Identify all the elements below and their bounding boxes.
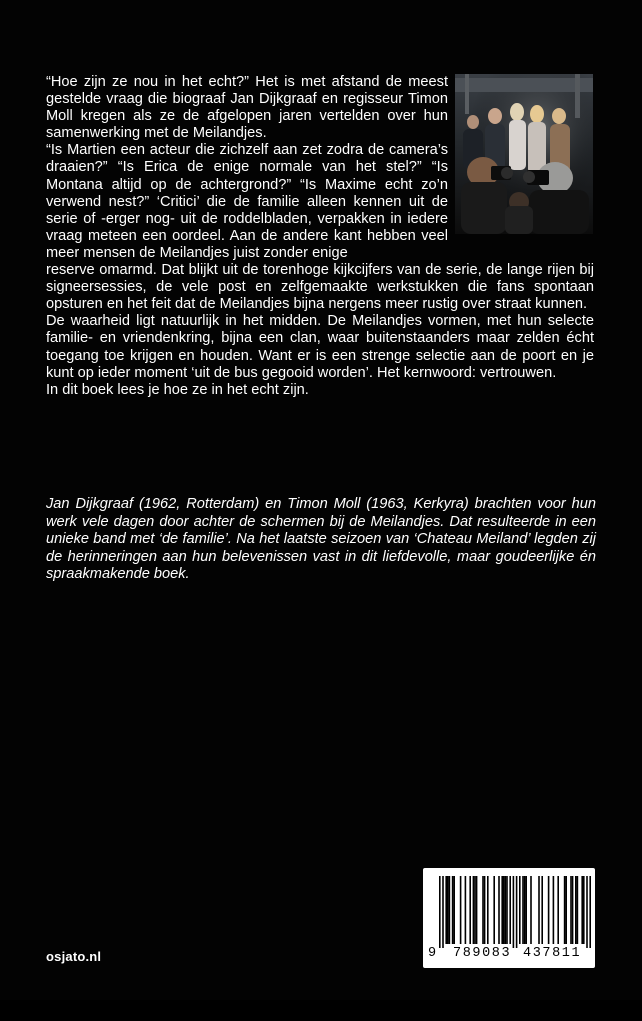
barcode-bar: [570, 876, 572, 944]
barcode-bar: [506, 876, 508, 944]
barcode-bar: [498, 876, 500, 944]
barcode-bar: [524, 876, 526, 944]
barcode-bar: [583, 876, 585, 944]
barcode-bar: [460, 876, 462, 944]
barcode-bar: [509, 876, 511, 944]
description-paragraph-2-continued: reserve omarmd. Dat blijkt uit de torenhoge kijkcijfers van de serie, de lange rijen bij signeersessies, de vele post en zelfgemaakte werkstukken die fans spontaan opsturen en het feit dat de Meilandjes bijna nergens meer rustig over straat kunnen.: [46, 262, 594, 313]
barcode-bar: [525, 876, 527, 944]
isbn-digits: [423, 946, 595, 964]
barcode-bars: [423, 868, 595, 948]
barcode-bar: [465, 876, 467, 944]
barcode-bar: [538, 876, 540, 944]
barcode-bar: [522, 876, 524, 944]
barcode-bar: [589, 876, 591, 948]
barcode-bar: [516, 876, 518, 948]
barcode-bar: [541, 876, 543, 944]
barcode-bar: [565, 876, 567, 944]
barcode-bar: [503, 876, 505, 944]
barcode-bar: [484, 876, 486, 944]
barcode-bar: [581, 876, 583, 944]
barcode-bar: [482, 876, 484, 944]
barcode-bar: [575, 876, 577, 944]
barcode-bar: [548, 876, 550, 944]
barcode-bar: [564, 876, 566, 944]
publisher-website: osjato.nl: [46, 949, 102, 964]
isbn-barcode: [423, 868, 595, 968]
barcode-bar: [453, 876, 455, 944]
barcode-bar: [473, 876, 475, 944]
barcode-bar: [474, 876, 476, 944]
description-paragraph-1: “Hoe zijn ze nou in het echt?” Het is met afstand de meest gestelde vraag die biograaf Jan Dijkgraaf en regisseur Timon Moll kregen als ze de afgelopen jaren vertelden over hun samenwerking met de Meilandjes.: [46, 74, 448, 142]
barcode-bar: [439, 876, 441, 948]
barcode-bar: [519, 876, 521, 944]
barcode-bar: [447, 876, 449, 944]
author-bio: Jan Dijkgraaf (1962, Rotterdam) en Timon Moll (1963, Kerkyra) brachten voor hun werk vele dagen door achter de schermen bij de Meilandjes. Dat resulteerde in een unieke band met ‘de familie’. Na het laatste seizoen van ‘Chateau Meiland’ legden zij de herinneringen aan hun belevenissen vast in dit liefdevolle, maar goudeerlijke én spraakmakende boek.: [46, 496, 596, 583]
barcode-bar: [586, 876, 588, 948]
barcode-bar: [513, 876, 515, 948]
barcode-bar: [572, 876, 574, 944]
isbn-left-digits: 789083: [453, 946, 512, 961]
isbn-right-digits: 437811: [523, 946, 582, 961]
barcode-bar: [469, 876, 471, 944]
barcode-bar: [501, 876, 503, 944]
barcode-bar: [476, 876, 478, 944]
description-text: [46, 74, 594, 399]
barcode-bar: [553, 876, 555, 944]
barcode-bar: [530, 876, 532, 944]
barcode-bar: [442, 876, 444, 948]
barcode-bar: [445, 876, 447, 944]
barcode-bar: [452, 876, 454, 944]
barcode-bar: [505, 876, 507, 944]
isbn-lead-digit: 9: [428, 946, 437, 961]
barcode-bar: [577, 876, 579, 944]
barcode-bar: [487, 876, 489, 944]
barcode-bar: [557, 876, 559, 944]
barcode-bar: [449, 876, 451, 944]
barcode-bar: [493, 876, 495, 944]
description-paragraph-2: “Is Martien een acteur die zichzelf aan zet zodra de camera’s draaien?” “Is Erica de enige normale van het stel?” “Is Montana altijd op de achtergrond?” “Is Maxime echt zo’n verwend nest?” ‘Critici’ die de familie alleen kennen uit de serie of -erger nog- uit de roddelbladen, verpakken in iedere vraag meteen een oordeel. Aan de andere kant hebben veel meer mensen de Meilandjes juist zonder enige: [46, 142, 448, 261]
description-paragraph-4: In dit boek lees je hoe ze in het echt zijn.: [46, 381, 309, 398]
description-paragraph-3: De waarheid ligt natuurlijk in het midden. De Meilandjes vormen, met hun selecte familie- en vriendenkring, bijna een clan, waar buitenstaanders maar zelden écht toegang toe krijgen en houden. Want er is een strenge selectie aan de poort en je kunt op ieder moment ‘uit de bus gegooid worden’. Het kernwoord: vertrouwen.: [46, 313, 594, 381]
